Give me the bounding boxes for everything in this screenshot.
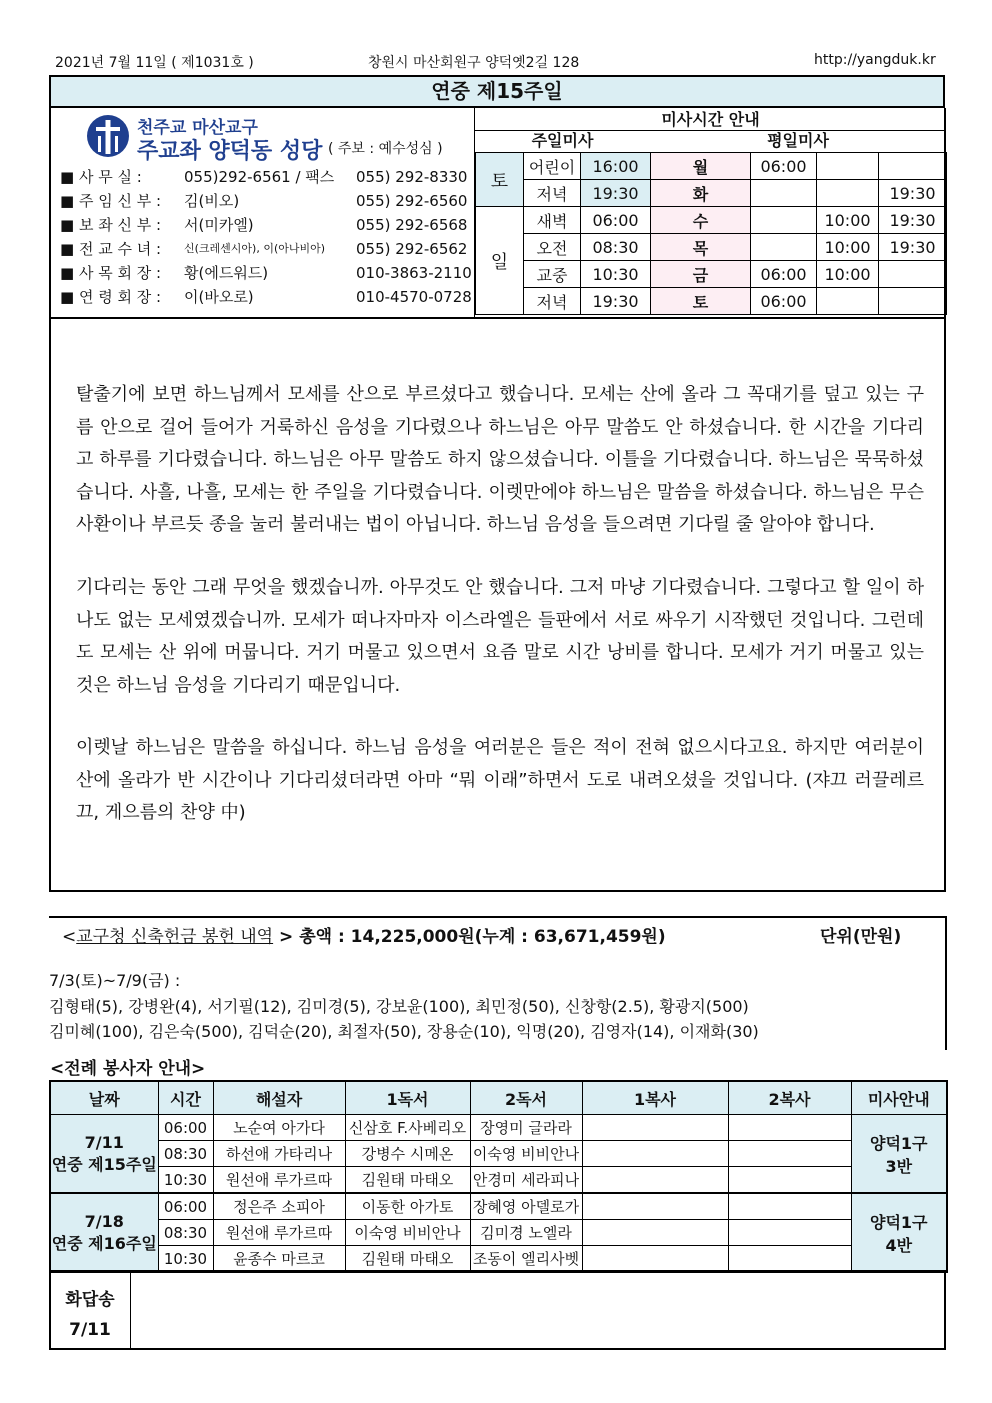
guide-area: 양덕1구	[869, 1133, 928, 1153]
weekday-time	[751, 234, 817, 261]
weekday-time: 19:30	[879, 234, 947, 261]
contact-funeral	[60, 285, 480, 309]
contact-assistant	[60, 213, 480, 237]
time-cell: 08:30	[158, 1141, 213, 1167]
hwadapsong-box	[49, 1270, 946, 1350]
date-title: 연중 제16주일	[51, 1233, 157, 1253]
weekday-label: 수	[651, 207, 751, 234]
contact-name: 서(미카엘)	[184, 216, 254, 234]
contact-phone: 010-3863-2110	[356, 264, 472, 282]
reader-2: 조동이 엘리사벳	[470, 1246, 582, 1273]
guide-group: 4반	[885, 1235, 913, 1255]
church-address: 창원시 마산회원구 양덕옛2길 128	[368, 55, 580, 71]
col-header: 1독서	[345, 1081, 470, 1115]
website-url[interactable]: http://yangduk.kr	[814, 52, 936, 68]
server-1	[582, 1167, 728, 1194]
contact-sisters	[60, 237, 480, 261]
essay-box	[49, 319, 946, 892]
time-cell: 06:00	[158, 1193, 213, 1220]
server-1	[582, 1115, 728, 1141]
reader-1: 이숙영 비비안나	[345, 1220, 470, 1246]
guide-cell	[851, 1193, 947, 1272]
mass-name: 어린이	[524, 153, 581, 180]
volunteer-table	[49, 1080, 948, 1273]
mass-table	[475, 152, 947, 315]
col-header: 날짜	[50, 1081, 158, 1115]
reader-1: 신삼호 F.사베리오	[345, 1115, 470, 1141]
donation-total: > 총액 : 14,225,000원(누계 : 63,671,459원)	[273, 927, 666, 947]
mass-time: 10:30	[581, 261, 651, 288]
col-header: 1복사	[582, 1081, 728, 1115]
reader-2: 김미경 노엘라	[470, 1220, 582, 1246]
weekday-time	[879, 153, 947, 180]
server-2	[728, 1115, 851, 1141]
reader-1: 이동한 아가토	[345, 1193, 470, 1220]
essay-paragraph: 탈출기에 보면 하느님께서 모세를 산으로 부르셨다고 했습니다. 모세는 산에 올라 그 꼭대기를 덮고 있는 구름 안으로 걸어 들어가 거룩하신 음성을 기다렸으나 하느님은 아무 말씀도 안 하셨습니다. 한 시간을 기다리고 하루를 기다렸습니다. 하느님은 아무 말씀도 하지 않으셨습니다. 이틀을 기다렸습니다. 하느님은 묵묵하셨습니다. 사흘, 나흘, 모세는 한 주일을 기다렸습니다. 이렛만에야 하느님은 말씀을 하셨습니다. 하느님은 무슨 사환이나 부르듯 종을 눌러 불러내는 법이 아닙니다. 하느님 음성을 들으려면 기다릴 줄 알아야 합니다.	[76, 384, 924, 535]
weekday-time	[817, 180, 879, 207]
table-row	[50, 1220, 947, 1246]
reader-1: 김원태 마태오	[345, 1167, 470, 1194]
saturday-label: 토	[476, 153, 524, 207]
contact-label: ■ 연 령 회 장 :	[60, 288, 162, 306]
weekday-time	[751, 180, 817, 207]
time-cell: 10:30	[158, 1246, 213, 1273]
contact-phone: 055) 292-8330	[356, 168, 468, 186]
time-cell: 08:30	[158, 1220, 213, 1246]
reader-2: 이숙영 비비안나	[470, 1141, 582, 1167]
diocese-name: 천주교 마산교구	[137, 118, 258, 138]
date-title: 연중 제15주일	[51, 1154, 157, 1174]
reader-2: 장혜영 아델로가	[470, 1193, 582, 1220]
essay-paragraph: 이렛날 하느님은 말씀을 하십니다. 하느님 음성을 여러분은 들은 적이 전혀 없으시다고요. 하지만 여러분이 산에 올라가 반 시간이나 기다리셨더라면 아마 “뭐 이래”하면서 도로 내려오셨을 것입니다. (쟈끄 러끌레르끄, 게으름의 찬양 中)	[76, 737, 924, 823]
weekday-time: 19:30	[879, 207, 947, 234]
server-1	[582, 1246, 728, 1273]
essay-paragraph: 기다리는 동안 그래 무엇을 했겠습니까. 아무것도 안 했습니다. 그저 마냥 기다렸습니다. 그렇다고 할 일이 하나도 없는 모세였겠습니까. 모세가 떠나자마자 이스라엘은 들판에서 서로 싸우기 시작했던 것입니다. 그런데도 모세는 산 위에 머뭅니다. 거기 머물고 있으면서 요즘 말로 시간 낭비를 합니다. 모세가 거기 머물고 있는 것은 하느님 음성을 기다리기 때문입니다.	[76, 577, 924, 696]
mass-name: 새벽	[524, 207, 581, 234]
reader-2: 안경미 세라피나	[470, 1167, 582, 1194]
table-row	[50, 1167, 947, 1194]
divider	[945, 916, 947, 1050]
server-1	[582, 1141, 728, 1167]
time-cell: 06:00	[158, 1115, 213, 1141]
contact-name: 이(바오로)	[184, 288, 254, 306]
contact-label: ■ 사 목 회 장 :	[60, 264, 162, 282]
weekday-time: 06:00	[751, 288, 817, 315]
guide-cell	[851, 1115, 947, 1194]
mass-name: 저녁	[524, 288, 581, 315]
weekday-time: 06:00	[751, 261, 817, 288]
donation-link[interactable]: 교구청 신축헌금 봉헌 내역	[76, 927, 274, 947]
contact-name: 신(크레센시아), 이(아나비아)	[184, 242, 326, 255]
col-header: 미사안내	[851, 1081, 947, 1115]
weekday-label: 화	[651, 180, 751, 207]
hwadapsong-label-cell	[50, 1285, 130, 1345]
church-name: 주교좌 양덕동 성당	[137, 139, 323, 164]
server-1	[582, 1220, 728, 1246]
weekday-time: 10:00	[817, 234, 879, 261]
donation-unit: 단위(만원)	[820, 927, 902, 947]
date-cell	[50, 1193, 158, 1272]
weekday-label: 토	[651, 288, 751, 315]
server-2	[728, 1246, 851, 1273]
weekday-time: 19:30	[879, 180, 947, 207]
contact-phone: 010-4570-0728	[356, 288, 472, 306]
weekday-time	[817, 153, 879, 180]
weekday-label: 목	[651, 234, 751, 261]
table-row	[50, 1193, 947, 1220]
contact-label: ■ 주 임 신 부 :	[60, 192, 162, 210]
mass-time: 16:00	[581, 153, 651, 180]
col-header: 해설자	[213, 1081, 345, 1115]
donation-heading	[62, 922, 666, 947]
sunday-label: 일	[476, 207, 524, 315]
church-logo-icon	[86, 114, 130, 158]
mass-time: 19:30	[581, 288, 651, 315]
time-cell: 10:30	[158, 1167, 213, 1194]
commentator: 원선애 루가르따	[213, 1220, 345, 1246]
mass-name: 오전	[524, 234, 581, 261]
reader-1: 김원태 마태오	[345, 1246, 470, 1273]
donation-list: 김형태(5), 강병완(4), 서기필(12), 김미경(5), 강보윤(100), 최민정(50), 신창항(2.5), 황광지(500)	[49, 997, 749, 1016]
contact-name: 황(에드워드)	[184, 264, 269, 282]
weekday-time	[751, 207, 817, 234]
guide-group: 3반	[885, 1156, 913, 1176]
weekday-time: 10:00	[817, 207, 879, 234]
contact-phone: 055) 292-6562	[356, 240, 468, 258]
sunday-mass-title: 주일미사	[475, 130, 650, 153]
reader-1: 강병수 시메온	[345, 1141, 470, 1167]
weekday-time	[817, 288, 879, 315]
hwadapsong-date: 7/11	[69, 1320, 111, 1340]
contact-council	[60, 261, 480, 285]
contact-label: ■ 사 무 실 :	[60, 168, 142, 186]
divider	[130, 1270, 131, 1350]
weekday-label: 월	[651, 153, 751, 180]
contact-label: ■ 보 좌 신 부 :	[60, 216, 162, 234]
contact-phone: 055) 292-6560	[356, 192, 468, 210]
commentator: 노순여 아가다	[213, 1115, 345, 1141]
contact-label: ■ 전 교 수 녀 :	[60, 240, 162, 258]
weekday-time: 10:00	[817, 261, 879, 288]
table-row	[50, 1115, 947, 1141]
commentator: 정은주 소피아	[213, 1193, 345, 1220]
date: 7/11	[84, 1132, 124, 1152]
date-cell	[50, 1115, 158, 1194]
contact-office	[60, 165, 480, 189]
page-title: 연중 제15주일	[49, 75, 945, 108]
contact-pastor	[60, 189, 480, 213]
date: 7/18	[84, 1211, 124, 1231]
guide-area: 양덕1구	[869, 1212, 928, 1232]
donation-prefix: <	[62, 927, 77, 947]
reader-2: 장영미 글라라	[470, 1115, 582, 1141]
weekday-label: 금	[651, 261, 751, 288]
weekday-time	[879, 288, 947, 315]
server-2	[728, 1193, 851, 1220]
col-header: 2독서	[470, 1081, 582, 1115]
donation-list: 김미혜(100), 김은숙(500), 김덕순(20), 최절자(50), 장용순(10), 익명(20), 김영자(14), 이재화(30)	[49, 1022, 759, 1041]
commentator: 하선애 가타리나	[213, 1141, 345, 1167]
hwadapsong-label: 화답송	[65, 1290, 115, 1310]
contact-name: 055)292-6561 / 팩스	[184, 168, 335, 186]
table-row	[50, 1141, 947, 1167]
mass-time: 06:00	[581, 207, 651, 234]
contact-phone: 055) 292-6568	[356, 216, 468, 234]
col-header: 시간	[158, 1081, 213, 1115]
issue-date: 2021년 7월 11일 ( 제1031호 )	[55, 55, 254, 71]
mass-time: 08:30	[581, 234, 651, 261]
table-row	[50, 1246, 947, 1273]
mass-time: 19:30	[581, 180, 651, 207]
mass-name: 저녁	[524, 180, 581, 207]
server-2	[728, 1220, 851, 1246]
server-1	[582, 1193, 728, 1220]
weekday-time	[879, 261, 947, 288]
contact-name: 김(비오)	[184, 192, 240, 210]
commentator: 윤종수 마르코	[213, 1246, 345, 1273]
mass-title: 미사시간 안내	[475, 110, 946, 131]
server-2	[728, 1167, 851, 1194]
donation-period: 7/3(토)~7/9(금) :	[49, 971, 181, 990]
mass-name: 교중	[524, 261, 581, 288]
patron: ( 주보 : 예수성심 )	[328, 141, 443, 157]
commentator: 원선애 루가르따	[213, 1167, 345, 1194]
weekday-time: 06:00	[751, 153, 817, 180]
weekday-mass-title: 평일미사	[650, 130, 946, 153]
server-2	[728, 1141, 851, 1167]
volunteer-title: <전례 봉사자 안내>	[50, 1059, 206, 1079]
col-header: 2복사	[728, 1081, 851, 1115]
